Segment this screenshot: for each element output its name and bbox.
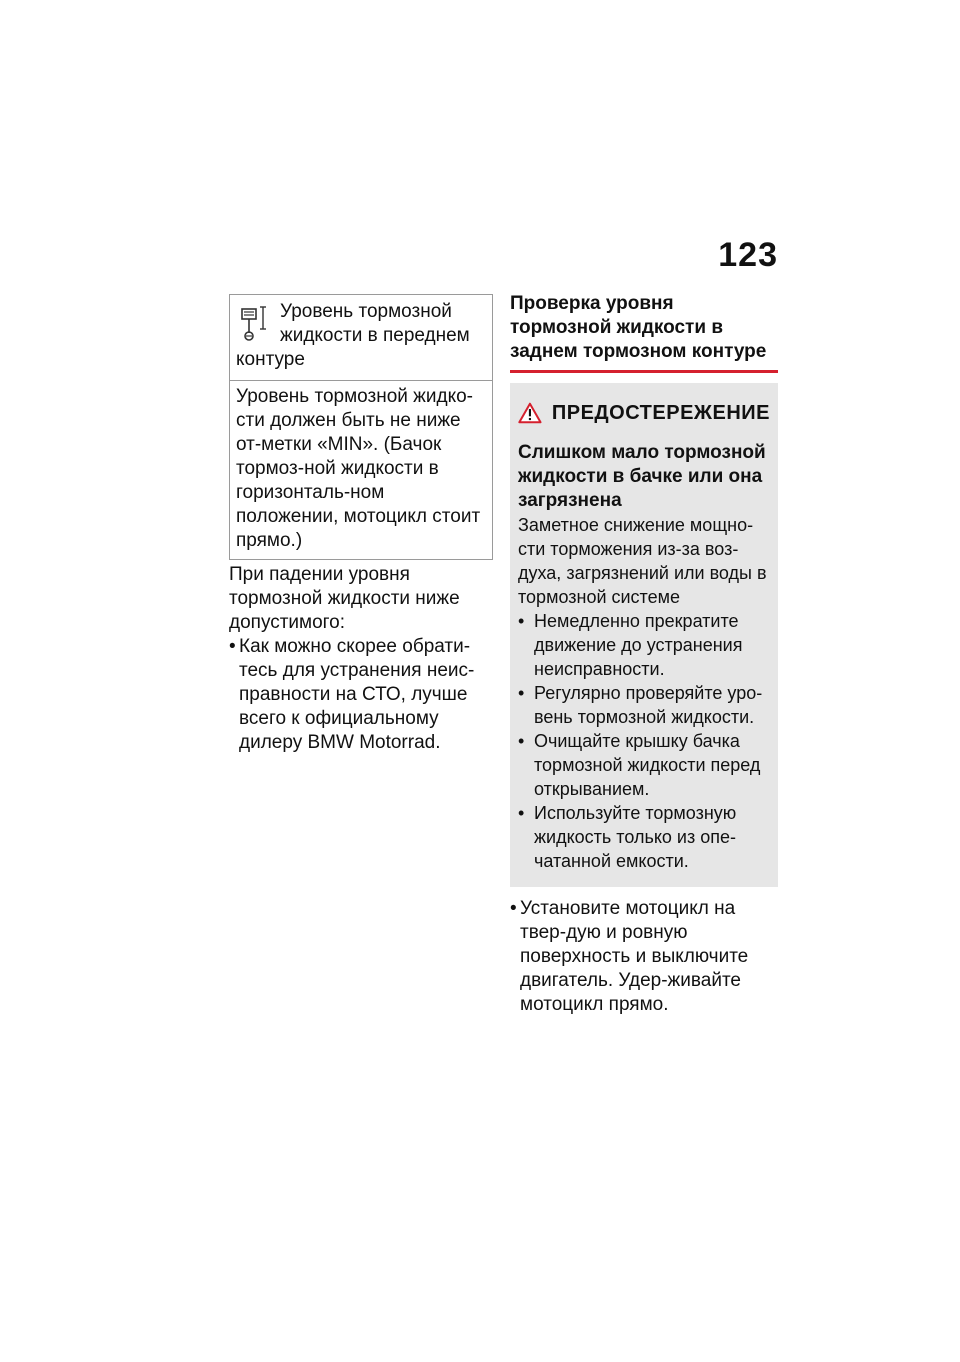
- info-header-line-2: жидкости в переднем: [280, 325, 470, 346]
- warning-box: [510, 383, 778, 887]
- warning-header: [518, 397, 770, 429]
- list-item: • Установите мотоцикл на твер-дую и ровную поверхность и выключите двигатель. Удер-живайте мотоцикл прямо.: [510, 898, 749, 1015]
- brake-fluid-reservoir-icon: [238, 303, 268, 343]
- info-box-header: [230, 295, 492, 381]
- page-number: 123: [718, 236, 778, 274]
- warning-text: Заметное снижение мощно-сти торможения из-за воз-духа, загрязнений или воды в тормозной системе: [518, 515, 767, 607]
- warning-triangle-icon: [518, 397, 542, 429]
- right-bullet-list: [510, 897, 778, 1017]
- info-header-line-3: контуре: [236, 349, 305, 370]
- right-column: [510, 292, 778, 1017]
- info-box-body: Уровень тормозной жидко-сти должен быть не ниже от-метки «MIN». (Бачок тормоз-ной жидкости в горизонталь-ном положении, мотоцикл стоит прямо.): [236, 386, 481, 551]
- list-item: • Немедленно прекратите движение до устранения неисправности.: [518, 611, 743, 679]
- list-item: • Очищайте крышку бачка тормозной жидкости перед открыванием.: [518, 731, 761, 799]
- left-bullet-list: [229, 635, 493, 755]
- warning-label: ПРЕДОСТЕРЕЖЕНИЕ: [551, 401, 770, 424]
- list-item: • Как можно скорее обрати-тесь для устранения неис-правности на СТО, лучше всего к официальному дилеру BMW Motorrad.: [229, 636, 475, 753]
- warning-subtitle: Слишком мало тормозной жидкости в бачке или она загрязнена: [518, 442, 766, 511]
- list-item: • Используйте тормозную жидкость только из опе-чатанной емкости.: [518, 803, 737, 871]
- warning-bullet-list: [518, 609, 770, 873]
- list-item: • Регулярно проверяйте уро-вень тормозной жидкости.: [518, 683, 763, 727]
- section-title: Проверка уровня тормозной жидкости в заднем тормозном контуре: [510, 292, 778, 373]
- left-paragraph: При падении уровня тормозной жидкости ниже допустимого:: [229, 564, 460, 633]
- info-header-line-1: Уровень тормозной: [280, 301, 452, 322]
- left-column: [229, 294, 493, 755]
- info-box: [229, 294, 493, 560]
